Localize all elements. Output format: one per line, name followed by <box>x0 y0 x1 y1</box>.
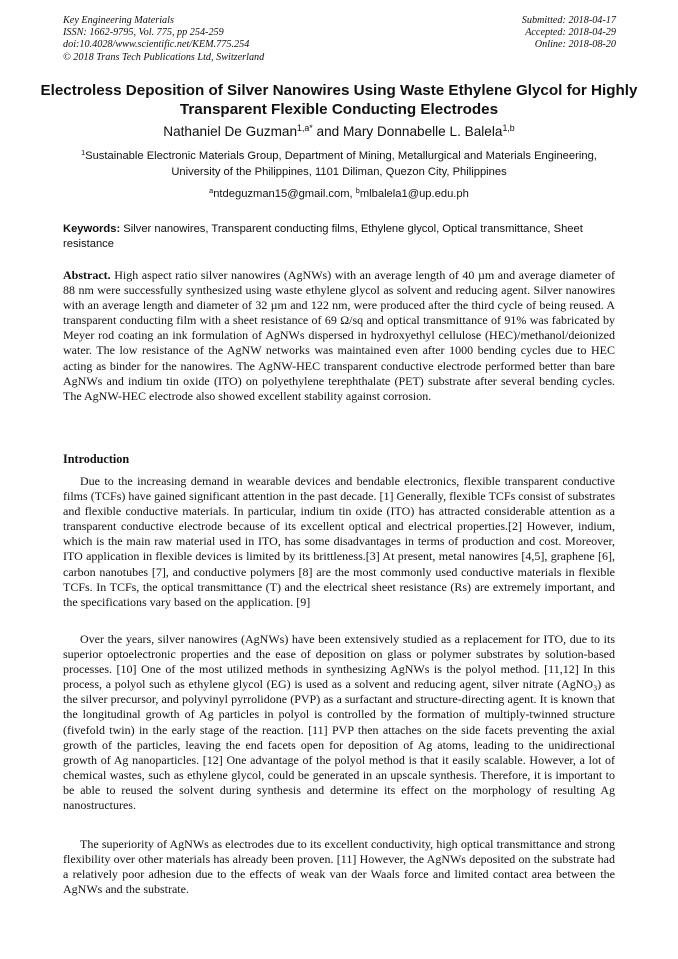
paragraph-text: The superiority of AgNWs as electrodes due to its excellent conductivity, high optical transmittance and strong flexibility over other materials has already been proven. [11] However, the AgNWs deposited on the substrate had a relatively poor adhesion due to the effects of weak van der Waals force and limited contact area between the AgNWs and the substrate. <box>63 837 615 897</box>
paragraph-text: Due to the increasing demand in wearable devices and bendable electronics, flexible transparent conductive films (TCFs) have gained significant attention in the past decade. [1] Generally, flexible TCFs consist of substrates and flexible conductive materials. In particular, indium tin oxide (ITO) has attracted considerable attention as a transparent conductive electrode because of its excellent optical and electrical properties.[2] However, indium, which is the main raw material used in ITO, has some disadvantages in terms of production and cost. Moreover, ITO application in flexible devices is limited by its brittleness.[3] At present, metal nanowires [4,5], graphene [6], carbon nanotubes [7], and conductive polymers [8] are the most commonly used conductive materials in flexible TCFs. In TCFs, the optical transmittance (T) and the electrical sheet resistance (Rs) are extremely important, and the specifications vary based on the application. [9] <box>63 474 615 609</box>
email-line <box>0 187 678 201</box>
intro-paragraph-2 <box>63 632 615 813</box>
journal-name: Key Engineering Materials <box>63 15 174 26</box>
journal-issn: ISSN: 1662-9795, Vol. 775, pp 254-259 <box>63 27 224 39</box>
keywords-text: Silver nanowires, Transparent conducting films, Ethylene glycol, Optical transmittance, Sheet resistance <box>63 223 583 250</box>
submitted-date: Submitted: 2018-04-17 <box>521 15 616 26</box>
email-b[interactable]: mlbalela1@up.edu.ph <box>359 188 469 200</box>
accepted-date: Accepted: 2018-04-29 <box>525 27 616 39</box>
email-a-marker: a <box>209 186 214 195</box>
journal-doi[interactable]: doi:10.4028/www.scientific.net/KEM.775.254 <box>63 39 250 51</box>
author-2: Mary Donnabelle L. Balela <box>342 124 503 139</box>
intro-paragraph-3 <box>63 837 615 897</box>
intro-paragraph-1 <box>63 474 615 610</box>
journal-header <box>63 15 264 64</box>
author-conjunction: and <box>312 124 343 139</box>
paper-title: Electroless Deposition of Silver Nanowires Using Waste Ethylene Glycol for Highly Transparent Flexible Conducting Electrodes <box>40 82 638 118</box>
author-1-affil: 1,a* <box>297 123 313 134</box>
affiliation <box>60 149 618 180</box>
paragraph-text: Over the years, silver nanowires (AgNWs) have been extensively studied as a replacement for ITO, due to its superior optoelectronic properties and the ease of deposition on glass or polymer substrates by solution-based processes. [10] One of the most utilized methods in synthesizing AgNWs is the polyol method. [11,12] In this process, a polyol such as ethylene glycol (EG) is used as a solvent and reducing agent, silver nitrate (AgNO₃) as the silver precursor, and polyvinyl pyrrolidone (PVP) as a surfactant and structure-directing agent. It is known that the longitudinal growth of Ag particles in polyol is controlled by the formation of multiply-twinned structure (fivefold twin) in the early stage of the reaction. [11] PVP then attaches on the side facets preventing the axial growth of the particles, leaving the end facets open for deposition of Ag atoms, leading to the unidirectional growth of Ag nanoparticles. [12] One advantage of the polyol method is that it easily scalable. However, a lot of chemical wastes, such as ethylene glycol, could be generated in an upscale synthesis. Therefore, it is important to be able to reused the solvent during synthesis and determine its effect on the morphology of resulting Ag nanostructures. <box>63 632 615 813</box>
keywords-label: Keywords: <box>63 223 121 235</box>
dates-header <box>522 15 616 52</box>
email-a[interactable]: ntdeguzman15@gmail.com, <box>213 188 356 200</box>
author-1: Nathaniel De Guzman <box>163 124 298 139</box>
email-b-marker: b <box>355 186 360 195</box>
author-2-affil: 1,b <box>502 123 515 134</box>
abstract-text: High aspect ratio silver nanowires (AgNWs) with an average length of 40 µm and average diameter of 88 nm were successfully synthesized using waste ethylene glycol as solvent and reducing agent. Silver nanowires with an average length and diameter of 32 µm and 122 nm, were produced after the third cycle of being reused. A transparent conducting film with a sheet resistance of 69 Ω/sq and optical transmittance of 91% was fabricated by Meyer rod coating an ink formulation of AgNWs dispersed in hydroxyethyl cellulose (HEC)/methanol/deionized water. The low resistance of the AgNW networks was maintained even after 1000 bending cycles due to HEC acting as binder for the nanowires. The AgNW-HEC transparent conductive electrode performed better than bare AgNWs and indium tin oxide (ITO) on polyethylene terephthalate (PET) substrate after several bending cycles. The AgNW-HEC electrode also showed excellent stability against corrosion. <box>63 268 615 403</box>
section-heading-introduction: Introduction <box>63 452 130 466</box>
journal-copyright: © 2018 Trans Tech Publications Ltd, Switzerland <box>63 51 265 63</box>
author-line <box>0 123 678 140</box>
affiliation-text: Sustainable Electronic Materials Group, Department of Mining, Metallurgical and Materials Engineering, University of the Philippines, 1101 Diliman, Quezon City, Philippines <box>85 150 597 178</box>
keywords <box>63 222 615 252</box>
abstract-label: Abstract. <box>63 268 111 282</box>
abstract <box>63 268 615 404</box>
online-date: Online: 2018-08-20 <box>534 39 616 51</box>
affiliation-marker: 1 <box>81 148 86 157</box>
